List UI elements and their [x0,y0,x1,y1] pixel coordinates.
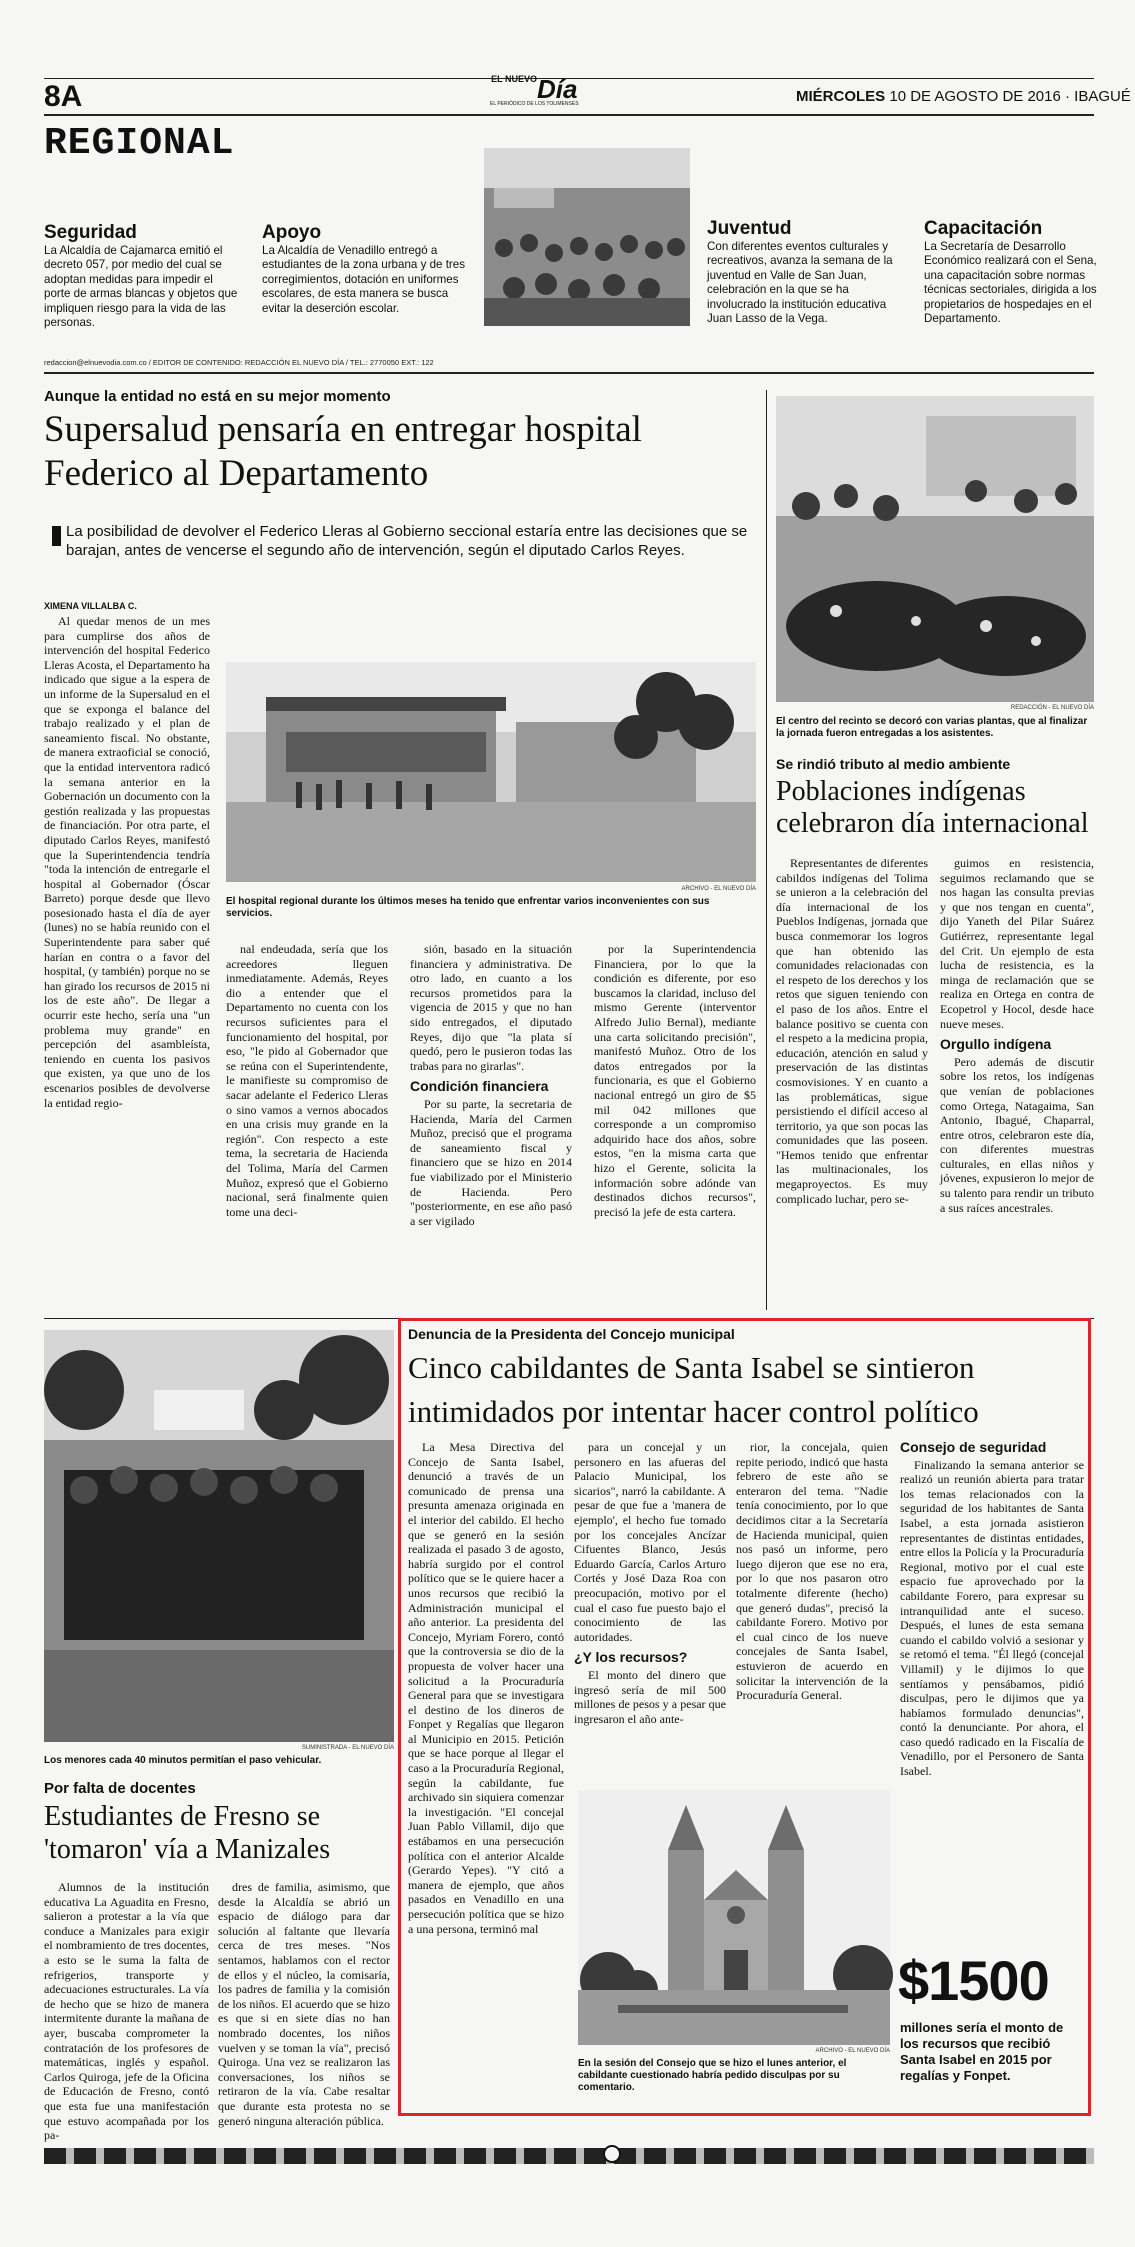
brief-juventud [707,218,903,326]
article-text: Alumnos de la institución educativa La Aguadita en Fresno, salieron a protestar a la vía que conduce a Manizales para exigir el nombramiento de tres docentes, a esto se le suma la falta de refrigerios, transporte y adecuaciones estructurales. La vía de hecho que se hizo de manera intermitente durante la mañana de ayer, buscaba comprometer la contratación de los profesores de matemáticas, inglés y español. Carlos Quiroga, jefe de la Oficina de Educación de Fresno, contó que esta fue una manifestación que estuvo acompañada por los pa- [44,1880,209,2143]
photo-credit: ARCHIVO - EL NUEVO DÍA [815,2048,890,2054]
brief-title: Apoyo [262,222,322,243]
subhead-orgullo: Orgullo indígena [940,1036,1052,1053]
church-photo-caption: En la sesión del Consejo que se hizo el lunes anterior, el cabildante cuestionado habría pedido disculpas por su comentario. [578,2058,847,2093]
fresno-kicker: Por falta de docentes [44,1780,196,1797]
protest-photo-illustration [44,1330,394,1742]
article-text: El monto del dinero que ingresó sería de mil 500 millones de pesos y a pesar que ingresaron el año ante- [574,1667,726,1726]
page-number: 8A [44,80,83,113]
article-text: La Mesa Directiva del Concejo de Santa Isabel, denunció a través de un comunicado de prensa una presunta amenaza originada en el interior del cabildo. El hecho que se generó en la sesión realizada el pasado 3 de agosto, habría surgido por el control político que se le quiere hacer a unos recursos que recibió la Administración municipal el año anterior. La presidenta del Concejo, Myriam Forero, contó que la controversia se dio de la propuesta de volver hacer una solicitud a la Procuraduría General para que se investigara el destino de los dineros de Fonpet y Regalías que llegaron al Municipio en 2015. Petición que se hace porque al llegar el caso a la Procuraduría Regional, según la cabildante, fue archivado sin siquiera comenzar la investigación. "El concejal Juan Pablo Villamil, dijo que estábamos en una persecución política con el anterior Alcalde (Gerardo Yepes). "Y citó a manera de ejemplo, que años pasados en Venadillo en una persecución política que se hizo a una persona, terminó mal [408,1440,564,1936]
article-text: Representantes de diferentes cabildos indígenas del Tolima se unieron a la celebración del día internacional de los Pueblos Indígenas, jornada que busca conmemorar los logros que han obtenido las comunidades relacionadas con el respeto de los derechos y los retos que siguen teniendo con el paso de los años. Entre el balance positivo se cuenta con el respeto a la medicina propia, educación, atención en salud y preservación de las distintas cosmovisiones. Y en cuanto a las problemáticas, sigue persistiendo el difícil acceso al territorio, ya que son pocas las comunidades que las poseen. "Hemos tenido que enfrentar las multinacionales, los megaproyectos. Es muy complicado luchar, pero se- [776,856,928,1206]
column-divider [766,390,767,1310]
subhead-seguridad: Consejo de seguridad [900,1439,1047,1455]
date-day: MIÉRCOLES [796,88,886,105]
article-text: nal endeudada, sería que los acreedores lleguen inmediatamente. Además, Reyes dio a entender que el Departamento no cuenta con los recursos suficientes para el funcionamiento del hospital, por eso, "le pido al Gobernador que se reúna con el Superintendente, le manifieste su compromiso de sacar adelante el Federico Lleras o sino vamos a vernos abocados en una crisis muy grande en la región". Con respecto a este tema, la secretaria de Hacienda del Tolima, María del Carmen Muñoz, expresó que el Gobierno nacional, será finalmente quien tome una deci- [226,942,388,1219]
indigenas-col2 [940,856,1094,1312]
section-rule [44,372,1094,374]
church-photo [578,1790,890,2045]
indigenas-kicker: Se rindió tributo al medio ambiente [776,756,1011,772]
indigenas-photo-caption: El centro del recinto se decoró con varias plantas, que al finalizar la jornada fueron entregadas a los asistentes. [776,716,1088,739]
logo [490,74,579,107]
logo-small: EL NUEVO [491,74,537,84]
fresno-photo-caption: Los menores cada 40 minutos permitían el paso vehicular. [44,1755,322,1766]
contact-line: redaccion@elnuevodia.com.co / EDITOR DE CONTENIDO: REDACCIÓN EL NUEVO DÍA / TEL.: 2770050 EXT.: 122 [44,358,434,367]
figure-text: millones sería el monto de los recursos que recibió Santa Isabel en 2015 por regalías y Fonpet. [900,2020,1064,2083]
supersalud-byline: XIMENA VILLALBA C. [44,601,137,611]
brief-title: Capacitación [924,218,1043,239]
photo-credit: SUMINISTRADA - EL NUEVO DÍA [301,1745,394,1751]
subhead-recursos: ¿Y los recursos? [574,1649,688,1666]
supersalud-col4 [594,942,756,1314]
brief-title: Juventud [707,218,792,239]
santaisabel-col2 [574,1440,726,1774]
header-photo [484,148,690,326]
article-text: Pero además de discutir sobre los retos, los indígenas que venían de poblaciones como Ortega, Natagaima, San Antonio, Ibagué, Chaparral, entre otros, celebraron este día, con diferentes muestras culturales, en ellas niños y jóvenes, expusieron lo mejor de su talento para rendir un tributo a sus raíces ancestrales. [940,1054,1094,1215]
indigenas-col1 [776,856,928,1312]
santaisabel-kicker: Denuncia de la Presidenta del Concejo municipal [408,1326,735,1342]
article-text: sión, basado en la situación financiera y administrativa. De otro lado, en cuanto a los recursos prometidos para la vigencia de 2015 y que no han sido entregados, el diputado Reyes, dijo que "la plata sí quedó, pero le pusieron todas las trabas para no girarlas". [410,942,572,1073]
brief-text: La Alcaldía de Cajamarca emitió el decreto 057, por medio del cual se adoptan medidas para impedir el porte de armas blancas y objetos que impliquen riesgo para la vida de las personas. [44,244,238,330]
article-text: dres de familia, asimismo, que desde la Alcaldía se abrió un espacio de diálogo para dar solución al faltante que llevaría cerca de tres meses. "Nos sentamos, hablamos con el rector de ellos y el núcleo, la comisaría, los padres de familia y la comisión de los niños. El acuerdo que se hizo es que si en siete días no han nombrado docentes, los niños vuelven y se toman la vía", precisó Quiroga. Una vez se realizaron las conversaciones, los niños se retiraron de la vía. Cabe resaltar que durante esta protesta no se generó ninguna alteración pública. [218,1880,390,2128]
article-text: guimos en resistencia, seguimos reclamando que se nos hagan las consulta previas y que nos tengan en cuenta", dijo Yaneth del Pilar Suárez Gutiérrez, representante legal del Crit. Un ejemplo de esta lucha de resistencia, es la minga de reclamación que se realiza en Ortega en contra de Ecopetrol y Hocol, desde hace nueve meses. [940,856,1094,1031]
logo-big: Día [536,74,578,104]
supersalud-kicker: Aunque la entidad no está en su mejor momento [44,388,391,405]
santaisabel-col1 [408,1440,564,2108]
subhead-condicion: Condición financiera [410,1078,549,1095]
crowd-photo-illustration [484,148,690,326]
supersalud-col1 [44,614,210,1314]
ceremony-photo-illustration [776,396,1094,702]
church-photo-illustration [578,1790,890,2045]
santaisabel-headline: Cinco cabildantes de Santa Isabel se sintieron intimidados por intentar hacer control político [408,1350,979,1429]
brief-text: Con diferentes eventos culturales y recreativos, avanza la semana de la juventud en Valle de San Juan, celebración en la que se ha involucrado la institución educativa Juan Lasso de la Vega. [707,240,893,326]
article-text: Por su parte, la secretaria de Hacienda, María del Carmen Muñoz, precisó que el programa de saneamiento fiscal y financiero que se hizo en 2014 fue viabilizado por el Ministerio de Hacienda. Pero "posteriormente, en ese año pasó a ser vigilado [410,1096,572,1228]
header-rule [44,114,1094,116]
article-text: rior, la concejala, quien repite periodo, indicó que hasta febrero de este año se enteraron del tema. "Nadie tenía conocimiento, por lo que decidimos citar a la Secretaría de Hacienda municipal, quien nos pasó un informe, pero luego dijeron que ese no era, por lo que nos pasaron otro totalmente diferente (hecho) que generó dudas", precisó la cabildante Forero. Motivo por el cual cinco de los nueve concejales de Santa Isabel, estuvieron de acuerdo en solicitar la intervención de la Procuraduría General. [736,1440,888,1703]
fresno-col1 [44,1880,209,2143]
figure-amount: $1500 [898,1949,1049,2012]
supersalud-col3 [410,942,572,1314]
photo-credit: ARCHIVO - EL NUEVO DÍA [681,886,756,892]
article-text: Finalizando la semana anterior se realizó un reunión abierta para tratar los temas relacionados con la seguridad de los habitantes de Santa Isabel, a esta jornada asistieron representantes de distintas entidades, entre ellos la Policía y la Procuraduría Regional, motivo por el cual este espacio fue aprovechado por la cabildante Forero, para expresar su intranquilidad ante el suceso. Después, el lunes de esta semana cuando el cabildo volvió a sesionar y se retomó el tema. "Él llegó (concejal Villamil) y le dijimos lo que sentíamos y pensábamos, pidió disculpas, pero le dijimos que ya habíamos formulado denuncias", contó la denunciante. Por ahora, el caso quedó radicado en la Fiscalía de Venadillo, por el Personero de Santa Isabel. [900,1457,1084,1779]
photo-credit: REDACCIÓN - EL NUEVO DÍA [1010,705,1094,711]
date-rest: 10 DE AGOSTO DE 2016 · IBAGUÉ [885,88,1131,105]
hospital-photo-illustration [226,662,756,882]
supersalud-col2 [226,942,388,1314]
santaisabel-col3 [736,1440,888,1774]
article-text: por la Superintendencia Financiera, por lo que la condición es diferente, por eso buscamos la claridad, incluso del mismo Gerente (interventor Alfredo Julio Bernal), mediante una carta solicitando precisión", manifestó Muñoz. Otro de los datos entregados por la funcionaria, es que el Gobierno nacional entregó un giro de $5 mil 042 millones que corresponde a un compromiso adquirido hace dos años, sobre estos, "en la misma carta que hizo el Gerente, solicita la información sobre adónde van destinados dichos recursos", precisó la jefe de esta cartera. [594,942,756,1219]
fresno-col2 [218,1880,390,2128]
supersalud-lead: La posibilidad de devolver el Federico Lleras al Gobierno seccional estaría entre las decisiones que se barajan, antes de vencerse el segundo año de intervención, según el diputado Carlos Reyes. [66,523,748,559]
article-text: Al quedar menos de un mes para cumplirse dos años de intervención del hospital Federico Lleras Acosta, el Departamento ha indicado que sigue a la espera de un informe de la Supersalud en el que se exponga el balance del trabajo realizado y el plan de saneamiento fiscal. No obstante, de manera extraoficial se conoció, que la entidad interventora radicó la semana anterior en la Gobernación un documento con la gestión realizada y las propuestas de financiación. Por otra parte, el diputado Carlos Reyes, manifestó que la Superintendencia tendría "toda la intención de entregarle el hospital al Gobernador (Óscar Barreto) porque desde que llevo posesionado hasta el día de ayer (lunes) no se había reunido con el Superintendente para saber qué harían en contra o a favor del hospital, (y también) porque no se han girado los recursos de 2015 ni los de este año". De llegar a ocurrir este hecho, sería una "un problema muy grande" en percepción del asambleísta, teniendo en cuenta los pasivos que existen, ya que uno de los escenarios posibles de devolverse la entidad regio- [44,614,210,1110]
fresno-photo [44,1330,394,1742]
indigenas-photo [776,396,1094,702]
santaisabel-col4 [900,1440,1084,1948]
brief-seguridad [44,222,240,330]
fresno-headline: Estudiantes de Fresno se 'tomaron' vía a Manizales [44,1801,331,1865]
supersalud-lead-marker [52,526,61,546]
brief-text: La Alcaldía de Venadillo entregó a estudiantes de la zona urbana y de tres corregimientos, dotación en uniformes escolares, de esta manera se busca evitar la deserción escolar. [262,244,466,315]
header-date [796,88,1131,105]
brief-title: Seguridad [44,222,137,243]
hospital-photo-caption: El hospital regional durante los últimos meses ha tenido que enfrentar varios inconvenientes con sus servicios. [226,896,710,919]
footer-strip [44,2148,1094,2164]
brief-capacitacion [924,218,1100,326]
article-text: para un concejal y un personero en las afueras del Palacio Municipal, los sicarios", narró la cabildante. A pesar de que fue a 'manera de ejemplo', el hecho fue tomado por los concejales Ancízar Cifuentes Blanco, Jesús Eduardo García, Carlos Arturo Cortés y José Daza Roa con preocupación, motivo por el cual el caso fue puesto bajo el conocimiento de las autoridades. [574,1440,726,1644]
brief-apoyo [262,222,468,316]
section-title: REGIONAL [44,122,235,165]
registration-mark-icon [603,2145,621,2163]
brief-text: La Secretaría de Desarrollo Económico realizará con el Sena, una capacitación sobre normas técnicas sectoriales, dirigida a los propietarios de hospedajes en el Departamento. [924,240,1097,326]
hospital-photo [226,662,756,882]
indigenas-headline: Poblaciones indígenas celebraron día internacional [776,776,1089,839]
supersalud-headline: Supersalud pensaría en entregar hospital Federico al Departamento [44,409,642,494]
logo-tagline: EL PERIÓDICO DE LOS TOLIMENSES [490,101,579,107]
